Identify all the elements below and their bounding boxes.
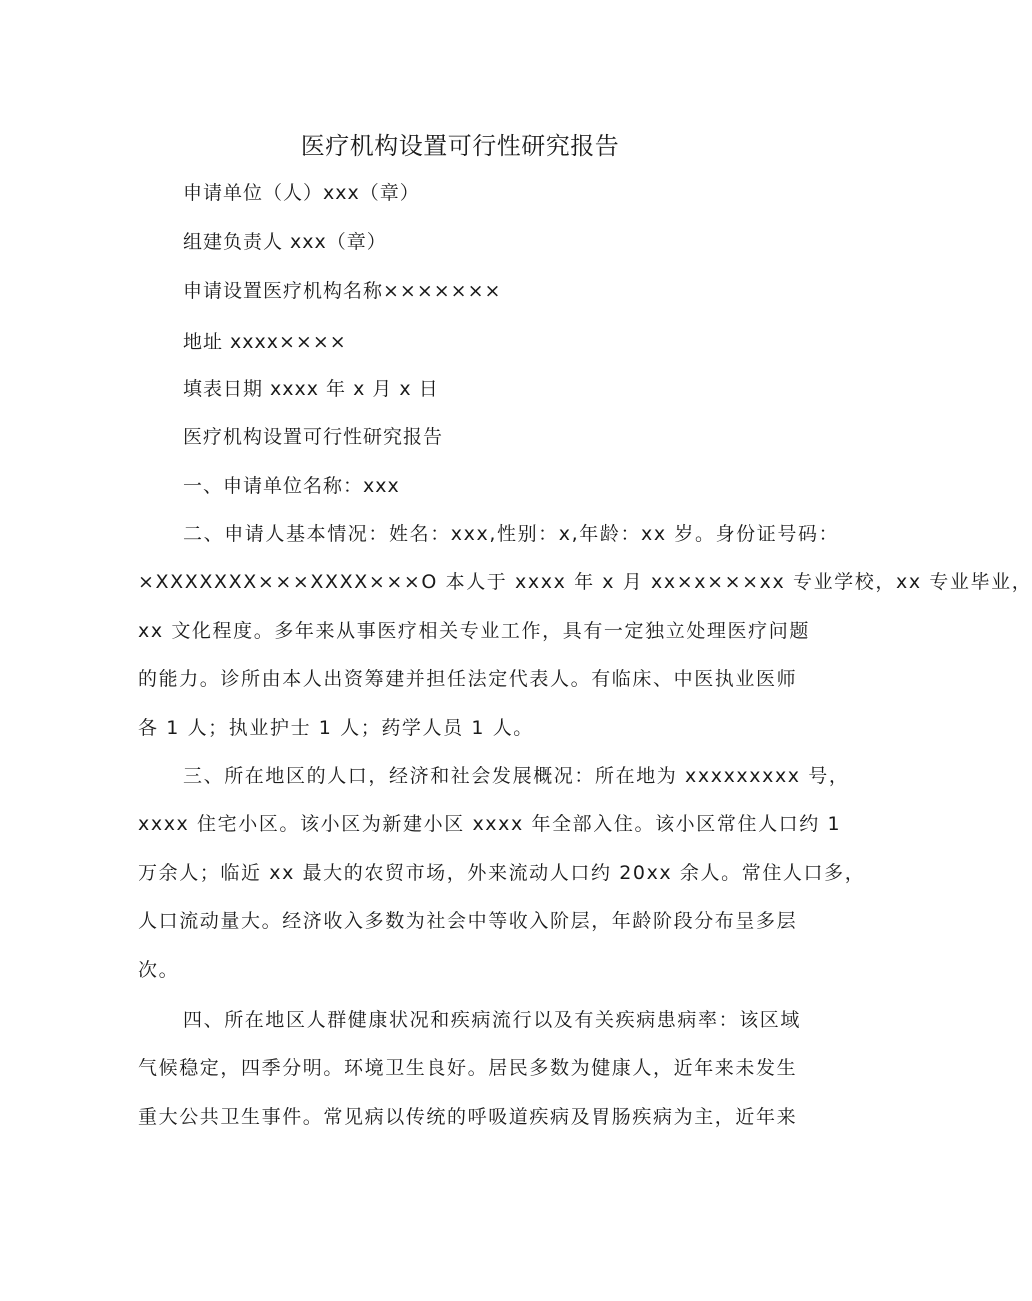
section-2-line: 二、申请人基本情况：姓名：xxx,性别：x,年龄：xx 岁。身份证号码： (183, 523, 840, 545)
section-2-line: 各 1 人；执业护士 1 人；药学人员 1 人。 (138, 717, 534, 739)
section-4-line: 四、所在地区人群健康状况和疾病流行以及有关疾病患病率：该区域 (183, 1009, 802, 1031)
section-3-line: 次。 (138, 959, 180, 981)
section-3-line: 万余人；临近 xx 最大的农贸市场，外来流动人口约 20xx 余人。常住人口多， (138, 862, 866, 884)
section-4-line: 气候稳定，四季分明。环境卫生良好。居民多数为健康人，近年来未发生 (138, 1057, 798, 1079)
address-field: 地址 xxxx×××× (183, 331, 347, 353)
section-2-line: ×XXXXXXX×××XXXX×××O 本人于 xxxx 年 x 月 xx×x×××xx 专业学校，xx 专业毕业， (138, 571, 1032, 593)
institution-name-field: 申请设置医疗机构名称××××××× (183, 280, 502, 302)
document-title: 医疗机构设置可行性研究报告 (300, 132, 620, 160)
organizer-field: 组建负责人 xxx（章） (183, 231, 387, 253)
section-3-line: xxxx 住宅小区。该小区为新建小区 xxxx 年全部入住。该小区常住人口约 1 (138, 813, 842, 835)
section-4-line: 重大公共卫生事件。常见病以传统的呼吸道疾病及胃肠疾病为主，近年来 (138, 1106, 798, 1128)
report-subtitle: 医疗机构设置可行性研究报告 (183, 426, 444, 448)
section-2-line: xx 文化程度。多年来从事医疗相关专业工作，具有一定独立处理医疗问题 (138, 620, 810, 642)
section-2-line: 的能力。诊所由本人出资筹建并担任法定代表人。有临床、中医执业医师 (138, 668, 798, 690)
section-3-line: 人口流动量大。经济收入多数为社会中等收入阶层，年龄阶段分布呈多层 (138, 910, 798, 932)
applicant-unit-field: 申请单位（人）xxx（章） (183, 182, 420, 204)
section-3-line: 三、所在地区的人口，经济和社会发展概况：所在地为 xxxxxxxxx 号， (183, 765, 850, 787)
section-1: 一、申请单位名称：xxx (183, 475, 400, 497)
fill-date-field: 填表日期 xxxx 年 x 月 x 日 (183, 378, 439, 400)
